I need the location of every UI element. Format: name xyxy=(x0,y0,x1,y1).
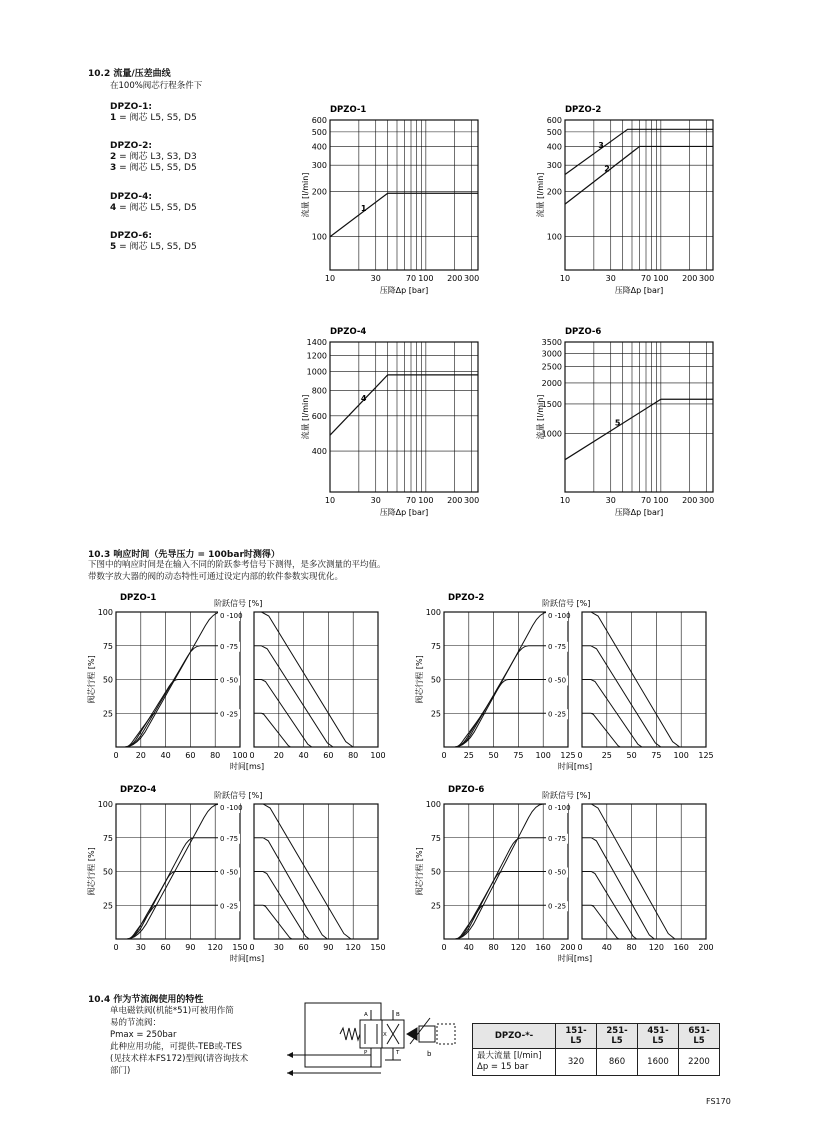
x-tick-label: 160 xyxy=(673,943,689,952)
chart-title: DPZO-4 xyxy=(120,785,157,795)
hydraulic-symbol-diagram xyxy=(285,998,465,1083)
y-axis-label: 阀芯行程 [%] xyxy=(415,847,424,896)
y-tick-label: 1000 xyxy=(306,367,327,377)
y-tick-label: 25 xyxy=(102,901,113,911)
x-tick-label: 90 xyxy=(323,943,334,952)
y-tick-label: 75 xyxy=(430,833,441,843)
legend-line: 5 = 阀芯 L5, S5, D5 xyxy=(110,242,197,252)
x-axis-label: 压降Δp [bar] xyxy=(614,508,664,517)
y-tick-label: 1400 xyxy=(306,338,327,347)
step-label: 0 -75 xyxy=(548,642,567,651)
y-tick-label: 100 xyxy=(311,232,327,242)
port-t-label: T xyxy=(396,1050,400,1056)
x-tick-label: 50 xyxy=(488,751,499,760)
y-tick-label: 100 xyxy=(97,800,113,809)
x-tick-label: 200 xyxy=(682,496,698,505)
x-tick-label: 75 xyxy=(513,751,524,760)
y-tick-label: 25 xyxy=(430,709,441,719)
legend-head: DPZO-6: xyxy=(110,231,153,241)
x-tick-label: 300 xyxy=(698,496,715,505)
decay-curve-25 xyxy=(582,713,706,747)
y-tick-label: 400 xyxy=(311,447,327,457)
step-label: 0 -75 xyxy=(220,834,239,843)
step-label: 0 -100 xyxy=(548,612,571,620)
step-label: 0 -25 xyxy=(220,710,239,719)
x-tick-label: 60 xyxy=(185,751,196,760)
section-10-4-text: 单电磁铁阀(机能*51)可被用作简 易的节流阀： Pmax = 250bar 此种应用功能，可提供-TEB或-TES (见技术样本FS172)型阀(请咨询技术 部门) xyxy=(110,1006,249,1076)
port-b-label: B xyxy=(396,1012,400,1018)
x-tick-label: 40 xyxy=(601,943,612,952)
series-label: 2 xyxy=(604,164,610,174)
y-tick-label: 800 xyxy=(311,386,327,396)
section-10-2-title: 10.2 流量/压差曲线 xyxy=(88,69,171,79)
legend-head: DPZO-1: xyxy=(110,102,153,112)
y-tick-label: 600 xyxy=(311,116,327,125)
y-tick-label: 1500 xyxy=(541,399,562,409)
x-tick-label: 100 xyxy=(653,274,669,283)
legend-group-dpzo4 xyxy=(110,192,197,214)
decay-curve-75 xyxy=(582,838,706,939)
y-tick-label: 100 xyxy=(546,232,562,242)
y-tick-label: 1200 xyxy=(306,351,327,361)
x-tick-label: 120 xyxy=(345,943,361,952)
series-label: 5 xyxy=(614,418,621,428)
x-tick-label: 200 xyxy=(447,274,463,283)
x-tick-label: 0 xyxy=(441,751,447,760)
y-tick-label: 2500 xyxy=(541,362,562,372)
x-tick-label: 160 xyxy=(535,943,551,952)
x-tick-label: 25 xyxy=(601,751,612,760)
x-tick-label: 100 xyxy=(418,274,434,283)
y-tick-label: 3000 xyxy=(541,349,562,359)
legend-group-dpzo2 xyxy=(110,141,197,174)
x-tick-label: 30 xyxy=(370,496,381,505)
step-label: 0 -75 xyxy=(220,642,239,651)
step-label: 0 -25 xyxy=(220,902,239,911)
table-header-row: DPZO-*- 151-L5 251-L5 451-L5 651-L5 xyxy=(473,1024,720,1049)
spring xyxy=(340,1028,360,1040)
y-tick-label: 75 xyxy=(102,833,113,843)
rise-curve-75 xyxy=(116,646,240,747)
legend-title: 阶跃信号 [%] xyxy=(214,599,263,608)
series-line-5 xyxy=(565,399,713,459)
x-tick-label: 60 xyxy=(323,751,334,760)
rise-curve-75 xyxy=(116,838,240,939)
decay-curve-75 xyxy=(582,646,706,747)
x-tick-label: 0 xyxy=(441,943,447,952)
x-tick-label: 40 xyxy=(298,751,309,760)
legend-line: 3 = 阀芯 L5, S5, D5 xyxy=(110,163,197,173)
y-tick-label: 50 xyxy=(430,867,441,877)
x-tick-label: 120 xyxy=(207,943,223,952)
spool-box-left xyxy=(360,1020,382,1048)
port-p-label: P xyxy=(364,1050,368,1056)
x-tick-label: 300 xyxy=(463,496,480,505)
x-tick-label: 0 xyxy=(249,943,255,952)
x-tick-label: 300 xyxy=(463,274,480,283)
decay-curve-25 xyxy=(254,713,378,747)
x-tick-label: 70 xyxy=(640,274,652,283)
step-label: 0 -25 xyxy=(548,902,567,911)
x-tick-label: 10 xyxy=(559,274,571,283)
legend-head: DPZO-4: xyxy=(110,192,153,202)
flow-chart-dpzo4 xyxy=(300,322,500,522)
x-axis-label: 时间[ms] xyxy=(229,954,265,963)
x-tick-label: 80 xyxy=(488,943,499,952)
y-tick-label: 25 xyxy=(102,709,113,719)
x-axis-label: 压降Δp [bar] xyxy=(379,286,429,295)
y-tick-label: 100 xyxy=(425,608,441,617)
step-label: 0 -100 xyxy=(220,804,243,812)
step-label: 0 -25 xyxy=(548,710,567,719)
x-tick-label: 80 xyxy=(348,751,359,760)
x-tick-label: 100 xyxy=(673,751,689,760)
plot-frame xyxy=(330,342,478,492)
section-10-4-title: 10.4 作为节流阀使用的特性 xyxy=(88,995,204,1005)
x-tick-label: 80 xyxy=(626,943,637,952)
x-tick-label: 30 xyxy=(605,496,616,505)
chart-title: DPZO-2 xyxy=(448,593,485,603)
x-tick-label: 100 xyxy=(370,751,386,760)
x-tick-label: 125 xyxy=(698,751,714,760)
series-line-1 xyxy=(330,193,478,237)
section-10-3-title: 10.3 响应时间（先导压力 = 100bar时测得） xyxy=(88,550,280,560)
plot-frame xyxy=(565,120,713,270)
step-label: 0 -50 xyxy=(548,676,567,685)
x-tick-label: 0 xyxy=(249,751,255,760)
x-tick-label: 0 xyxy=(113,943,119,952)
flow-chart-dpzo1 xyxy=(300,100,500,300)
x-tick-label: 200 xyxy=(447,496,463,505)
y-tick-label: 1000 xyxy=(541,429,562,439)
y-tick-label: 600 xyxy=(311,411,327,421)
series-line-4 xyxy=(330,375,478,435)
x-tick-label: 0 xyxy=(577,943,583,952)
x-tick-label: 40 xyxy=(463,943,474,952)
x-axis-label: 时间[ms] xyxy=(557,762,593,771)
x-tick-label: 80 xyxy=(210,751,221,760)
page-footer-code: FS170 xyxy=(706,1097,731,1106)
decay-curve-75 xyxy=(254,646,378,747)
y-tick-label: 75 xyxy=(430,641,441,651)
step-label: 0 -50 xyxy=(220,868,239,877)
response-chart-dpzo6 xyxy=(412,782,722,967)
x-tick-label: 60 xyxy=(160,943,171,952)
x-tick-label: 30 xyxy=(135,943,146,952)
y-axis-label: 流量 [l/min] xyxy=(301,172,310,218)
x-axis-label: 压降Δp [bar] xyxy=(379,508,429,517)
x-tick-label: 120 xyxy=(648,943,665,952)
x-tick-label: 120 xyxy=(510,943,527,952)
y-tick-label: 25 xyxy=(430,901,441,911)
x-tick-label: 60 xyxy=(298,943,309,952)
y-tick-label: 75 xyxy=(102,641,113,651)
x-tick-label: 200 xyxy=(682,274,698,283)
y-tick-label: 50 xyxy=(102,675,113,685)
x-axis-label: 时间[ms] xyxy=(557,954,593,963)
response-chart-dpzo4 xyxy=(84,782,394,967)
section-10-3-desc2: 带数字放大器的阀的动态特性可通过设定内部的软件参数实现优化。 xyxy=(88,572,344,582)
y-tick-label: 50 xyxy=(430,675,441,685)
y-tick-label: 500 xyxy=(546,127,562,137)
series-line-2 xyxy=(565,146,713,204)
step-label: 0 -100 xyxy=(548,804,571,812)
flow-chart-dpzo6 xyxy=(535,322,735,522)
y-axis-label: 阀芯行程 [%] xyxy=(87,655,96,704)
series-label: 4 xyxy=(360,394,367,404)
x-tick-label: 25 xyxy=(463,751,474,760)
chart-title: DPZO-1 xyxy=(120,593,157,603)
chart-title: DPZO-6 xyxy=(448,785,485,795)
x-tick-label: 30 xyxy=(370,274,381,283)
x-tick-label: 50 xyxy=(626,751,637,760)
chart-title: DPZO-2 xyxy=(565,105,602,115)
x-tick-label: 200 xyxy=(560,943,576,952)
x-tick-label: 20 xyxy=(135,751,146,760)
legend-line: 1 = 阀芯 L5, S5, D5 xyxy=(110,113,197,123)
legend-line: 2 = 阀芯 L3, S3, D3 xyxy=(110,152,197,162)
x-tick-label: 100 xyxy=(653,496,669,505)
x-tick-label: 10 xyxy=(559,496,571,505)
y-tick-label: 200 xyxy=(311,187,327,197)
x-tick-label: 150 xyxy=(370,943,386,952)
step-label: 0 -100 xyxy=(220,612,243,620)
table-row: 最大流量 [l/min] Δp = 15 bar 320 860 1600 2200 xyxy=(473,1049,720,1076)
chart-title: DPZO-6 xyxy=(565,327,602,337)
y-tick-label: 400 xyxy=(311,142,327,152)
step-label: 0 -50 xyxy=(220,676,239,685)
chart-title: DPZO-4 xyxy=(330,327,367,337)
x-tick-label: 100 xyxy=(232,751,248,760)
y-tick-label: 500 xyxy=(311,127,327,137)
port-a-label: A xyxy=(364,1012,368,1018)
y-tick-label: 100 xyxy=(97,608,113,617)
flow-chart-dpzo2 xyxy=(535,100,735,300)
y-axis-label: 流量 [l/min] xyxy=(301,394,310,440)
y-axis-label: 流量 [l/min] xyxy=(536,394,545,440)
solenoid-b-label: b xyxy=(427,1050,432,1058)
x-tick-label: 90 xyxy=(185,943,196,952)
y-tick-label: 200 xyxy=(546,187,562,197)
x-tick-label: 70 xyxy=(405,496,417,505)
decay-curve-75 xyxy=(254,838,378,939)
series-label: 1 xyxy=(360,203,367,213)
legend-line: 4 = 阀芯 L5, S5, D5 xyxy=(110,203,197,213)
y-axis-label: 阀芯行程 [%] xyxy=(87,847,96,896)
y-tick-label: 600 xyxy=(546,116,562,125)
x-tick-label: 100 xyxy=(535,751,551,760)
decay-curve-25 xyxy=(254,905,378,939)
y-tick-label: 3500 xyxy=(541,338,562,347)
x-tick-label: 0 xyxy=(577,751,583,760)
y-tick-label: 2000 xyxy=(541,378,562,388)
x-tick-label: 200 xyxy=(698,943,714,952)
series-line-3 xyxy=(565,129,713,174)
series-label: 3 xyxy=(598,140,604,150)
response-chart-dpzo2 xyxy=(412,590,722,775)
x-tick-label: 125 xyxy=(560,751,576,760)
rise-curve-75 xyxy=(444,646,568,747)
x-tick-label: 30 xyxy=(273,943,284,952)
section-10-2-subtitle: 在100%阀芯行程条件下 xyxy=(110,81,203,91)
chart-title: DPZO-1 xyxy=(330,105,367,115)
decay-curve-25 xyxy=(582,905,706,939)
legend-group-dpzo6 xyxy=(110,231,197,253)
y-axis-label: 阀芯行程 [%] xyxy=(415,655,424,704)
legend-group-dpzo1 xyxy=(110,102,197,124)
x-tick-label: 30 xyxy=(605,274,616,283)
response-chart-dpzo1 xyxy=(84,590,394,775)
step-label: 0 -50 xyxy=(548,868,567,877)
legend-head: DPZO-2: xyxy=(110,141,153,151)
y-tick-label: 50 xyxy=(102,867,113,877)
x-tick-label: 70 xyxy=(405,274,417,283)
plot-frame xyxy=(565,342,713,492)
y-tick-label: 300 xyxy=(546,161,562,171)
x-tick-label: 300 xyxy=(698,274,715,283)
section-10-3-desc1: 下图中的响应时间是在输入不同的阶跃参考信号下测得，是多次测量的平均值。 xyxy=(88,560,386,570)
max-flow-table xyxy=(472,1023,720,1076)
x-tick-label: 75 xyxy=(651,751,662,760)
y-axis-label: 流量 [l/min] xyxy=(536,172,545,218)
y-tick-label: 400 xyxy=(546,142,562,152)
legend-title: 阶跃信号 [%] xyxy=(214,791,263,800)
legend-title: 阶跃信号 [%] xyxy=(542,791,591,800)
port-x-label: X xyxy=(383,1032,387,1038)
x-tick-label: 0 xyxy=(113,751,119,760)
x-tick-label: 40 xyxy=(160,751,171,760)
y-tick-label: 300 xyxy=(311,161,327,171)
x-tick-label: 10 xyxy=(324,274,336,283)
x-axis-label: 时间[ms] xyxy=(229,762,265,771)
x-tick-label: 20 xyxy=(273,751,284,760)
x-tick-label: 100 xyxy=(418,496,434,505)
x-tick-label: 150 xyxy=(232,943,248,952)
legend-title: 阶跃信号 [%] xyxy=(542,599,591,608)
x-tick-label: 10 xyxy=(324,496,336,505)
rise-curve-75 xyxy=(444,838,568,939)
y-tick-label: 100 xyxy=(425,800,441,809)
x-tick-label: 70 xyxy=(640,496,652,505)
plot-frame xyxy=(330,120,478,270)
step-label: 0 -75 xyxy=(548,834,567,843)
x-axis-label: 压降Δp [bar] xyxy=(614,286,664,295)
